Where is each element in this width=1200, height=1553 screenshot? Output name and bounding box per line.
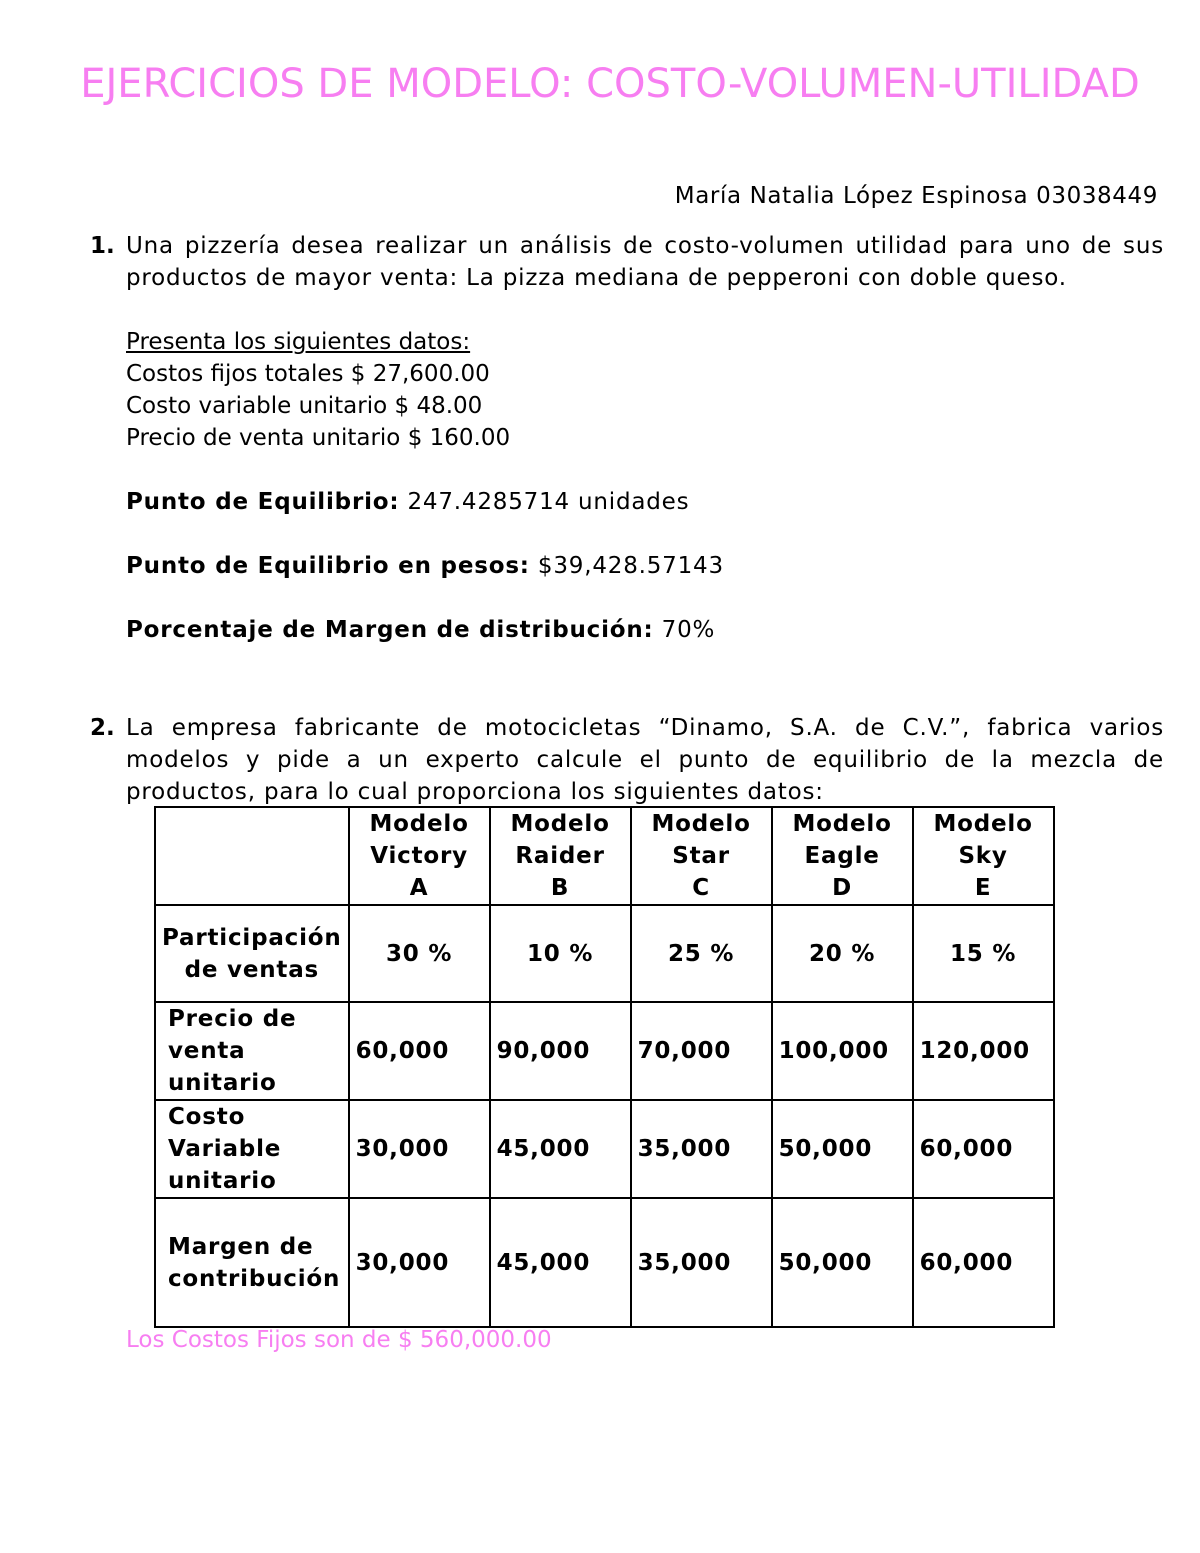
fixed-costs-note: Los Costos Fijos son de $ 560,000.00 — [126, 1327, 552, 1353]
table-cell: 70,000 — [631, 1002, 772, 1100]
table-cell: 10 % — [490, 905, 631, 1002]
exercise-2-number: 2. — [90, 715, 115, 741]
table-cell: 60,000 — [349, 1002, 490, 1100]
breakeven-value: 247.4285714 unidades — [399, 489, 690, 515]
margin-value: 70% — [653, 617, 716, 643]
table-cell: 30,000 — [349, 1100, 490, 1198]
table-corner-cell — [155, 807, 349, 905]
table-header-cell: Modelo Sky E — [913, 807, 1054, 905]
table-cell: 120,000 — [913, 1002, 1054, 1100]
table-cell: 100,000 — [772, 1002, 913, 1100]
table-cell: 35,000 — [631, 1198, 772, 1327]
table-cell: 50,000 — [772, 1198, 913, 1327]
table-cell: 15 % — [913, 905, 1054, 1002]
fixed-costs: Costos fijos totales $ 27,600.00 — [126, 361, 490, 387]
row-label-variable-cost: Costo Variable unitario — [155, 1100, 349, 1198]
table-header-cell: Modelo Star C — [631, 807, 772, 905]
table-row — [155, 905, 1054, 1002]
variable-cost: Costo variable unitario $ 48.00 — [126, 393, 483, 419]
table-header-cell: Modelo Victory A — [349, 807, 490, 905]
sale-price: Precio de venta unitario $ 160.00 — [126, 425, 511, 451]
breakeven-pesos — [126, 550, 1164, 582]
breakeven-pesos-label: Punto de Equilibrio en pesos: — [126, 553, 530, 579]
margin-percentage — [126, 614, 1164, 646]
table-cell: 60,000 — [913, 1198, 1054, 1327]
table-cell: 45,000 — [490, 1198, 631, 1327]
exercise-1-intro: Una pizzería desea realizar un análisis de costo-volumen utilidad para uno de sus productos de mayor venta: La pizza mediana de pepperoni con doble queso. — [126, 233, 1164, 291]
table-row — [155, 1002, 1054, 1100]
exercise-2-intro: La empresa fabricante de motocicletas “Dinamo, S.A. de C.V.”, fabrica varios modelos y pide a un experto calcule el punto de equilibrio de la mezcla de productos, para lo cual proporciona los siguientes datos: — [126, 715, 1164, 805]
table-cell: 30 % — [349, 905, 490, 1002]
table-header-cell: Modelo Eagle D — [772, 807, 913, 905]
table-cell: 90,000 — [490, 1002, 631, 1100]
table-row — [155, 1100, 1054, 1198]
author-line: María Natalia López Espinosa 03038449 — [674, 183, 1158, 209]
exercise-1-data — [126, 326, 1164, 454]
row-label-sale-price: Precio de venta unitario — [155, 1002, 349, 1100]
table-row — [155, 1198, 1054, 1327]
breakeven-label: Punto de Equilibrio: — [126, 489, 400, 515]
table-cell: 25 % — [631, 905, 772, 1002]
models-table — [154, 806, 1055, 1328]
table-cell: 45,000 — [490, 1100, 631, 1198]
row-label-participation: Participación de ventas — [155, 905, 349, 1002]
row-label-contribution-margin: Margen de contribución — [155, 1198, 349, 1327]
table-cell: 20 % — [772, 905, 913, 1002]
breakeven-units — [126, 486, 1164, 518]
table-cell: 35,000 — [631, 1100, 772, 1198]
breakeven-pesos-value: $39,428.57143 — [529, 553, 724, 579]
table-cell: 60,000 — [913, 1100, 1054, 1198]
data-heading: Presenta los siguientes datos: — [126, 329, 471, 355]
exercise-1-number: 1. — [90, 233, 115, 259]
table-header-row — [155, 807, 1054, 905]
table-cell: 50,000 — [772, 1100, 913, 1198]
page-title: EJERCICIOS DE MODELO: COSTO-VOLUMEN-UTILIDAD — [80, 61, 1140, 107]
table-cell: 30,000 — [349, 1198, 490, 1327]
table-header-cell: Modelo Raider B — [490, 807, 631, 905]
margin-label: Porcentaje de Margen de distribución: — [126, 617, 654, 643]
